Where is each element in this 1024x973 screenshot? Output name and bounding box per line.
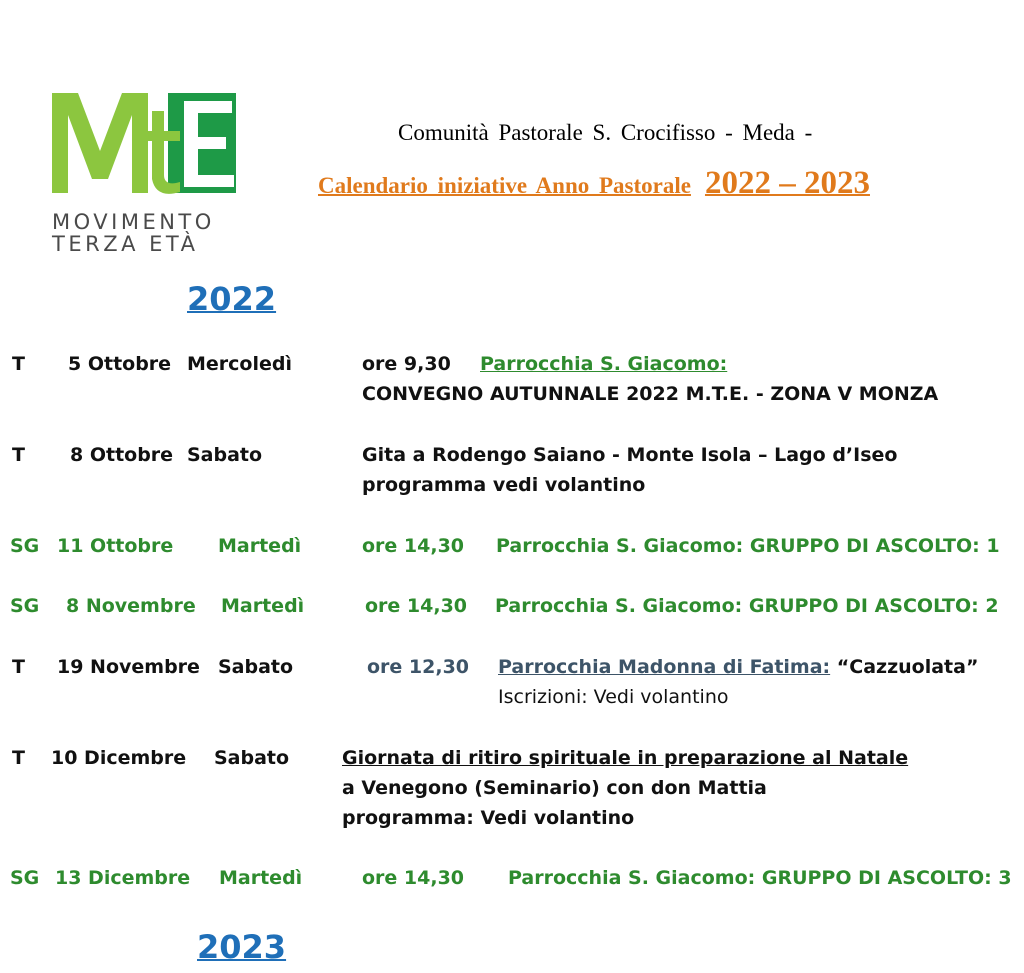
mte-logo-mark [52, 93, 242, 197]
calendar-title [318, 165, 870, 202]
event-date: 13 Dicembre [55, 867, 191, 889]
event-date: 11 Ottobre [57, 535, 174, 557]
year-heading-2023: 2023 [197, 928, 287, 966]
event-place: Parrocchia Madonna di Fatima: [498, 656, 831, 678]
year-heading-2022: 2022 [187, 280, 277, 318]
event-tag: SG [10, 595, 40, 617]
event-tag: T [12, 353, 25, 375]
event-date: 8 Ottobre [70, 444, 174, 466]
event-description: programma: Vedi volantino [342, 807, 635, 829]
event-tag: T [12, 656, 25, 678]
event-date: 10 Dicembre [51, 747, 187, 769]
event-tag: SG [10, 867, 40, 889]
event-place: Parrocchia S. Giacomo: [480, 353, 728, 375]
event-title: “Cazzuolata” [836, 656, 979, 678]
mte-logo [52, 93, 242, 263]
event-description: Parrocchia S. Giacomo: GRUPPO DI ASCOLTO: 1 [496, 535, 1000, 557]
event-day: Martedì [221, 595, 305, 617]
event-time: ore 9,30 [362, 353, 451, 375]
calendar-years: 2022 – 2023 [704, 165, 870, 201]
event-date: 8 Novembre [66, 595, 196, 617]
event-description: Gita a Rodengo Saiano - Monte Isola – Lago d’Iseo [362, 444, 898, 466]
event-day: Sabato [187, 444, 263, 466]
event-description: CONVEGNO AUTUNNALE 2022 M.T.E. - ZONA V MONZA [362, 383, 939, 405]
event-title: Giornata di ritiro spirituale in preparazione al Natale [342, 747, 909, 769]
event-day: Martedì [218, 535, 302, 557]
event-description: a Venegono (Seminario) con don Mattia [342, 777, 767, 799]
logo-line-1: MOVIMENTO [52, 210, 215, 234]
event-description: Parrocchia S. Giacomo: GRUPPO DI ASCOLTO: 2 [495, 595, 999, 617]
event-day: Mercoledì [187, 353, 292, 375]
event-time: ore 14,30 [362, 535, 465, 557]
event-day: Sabato [218, 656, 294, 678]
event-date: 19 Novembre [57, 656, 200, 678]
event-day: Martedì [219, 867, 303, 889]
event-time: ore 14,30 [365, 595, 468, 617]
community-title: Comunità Pastorale S. Crocifisso - Meda - [398, 120, 813, 145]
event-description: programma vedi volantino [362, 474, 646, 496]
event-tag: T [12, 747, 25, 769]
event-tag: T [12, 444, 25, 466]
event-day: Sabato [214, 747, 290, 769]
event-time: ore 14,30 [362, 867, 465, 889]
event-tag: SG [10, 535, 40, 557]
event-place-line [498, 652, 978, 682]
logo-line-2: TERZA ETÀ [52, 232, 199, 256]
event-time: ore 12,30 [367, 656, 470, 678]
event-description: Parrocchia S. Giacomo: GRUPPO DI ASCOLTO: 3 [508, 867, 1012, 889]
calendar-title-text: Calendario iniziative Anno Pastorale [318, 173, 691, 198]
event-description: Iscrizioni: Vedi volantino [498, 686, 729, 708]
event-date: 5 Ottobre [68, 353, 172, 375]
